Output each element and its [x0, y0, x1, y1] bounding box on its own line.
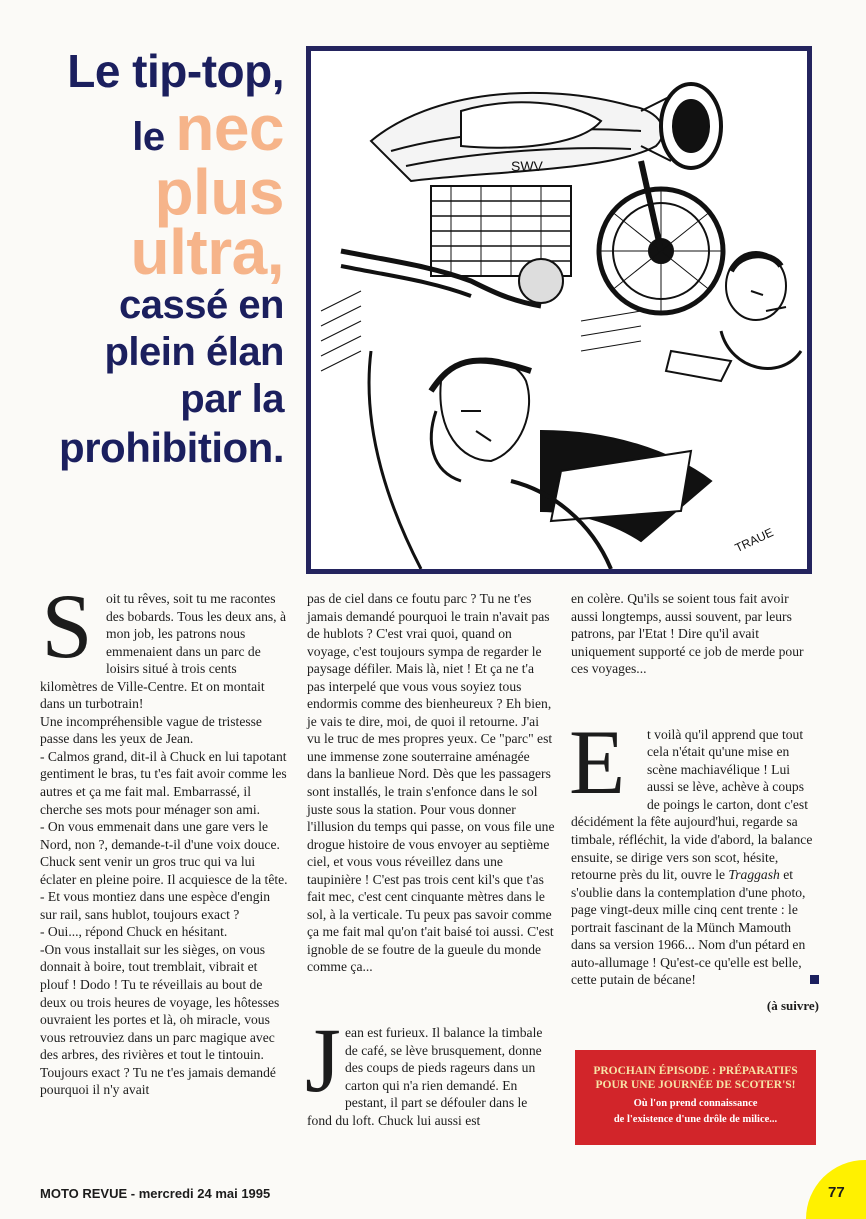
headline-word-nec: nec [175, 92, 284, 164]
headline-line-4: ultra, [130, 216, 284, 288]
page-number-badge [806, 1160, 866, 1219]
article-column-3 [571, 590, 819, 1014]
article-column-1 [40, 575, 288, 1099]
paragraph-text: t voilà qu'il apprend que tout cela n'était qu'une mise en scène machiavélique ! Lui aussi se lève, achève à coups de poings le carton, dont c'est décidément la fête aujourd'hui, regarde sa timbale, réfléchit, la vide d'abord, la balance ensuite, se dirige vers son scot, hésite, retourne près du lit, ouvre le [571, 726, 813, 883]
teaser-line-4: de l'existence d'une drôle de milice... [613, 1114, 778, 1125]
headline-line-3: plus [154, 156, 284, 228]
paragraph: Chuck sent venir un gros truc qui va lui éclater en pleine poire. Il acquiesce de la tête. [40, 854, 288, 887]
to-be-continued: (à suivre) [766, 997, 819, 1013]
comic-illustration [306, 46, 812, 574]
paragraph: Une incompréhensible vague de tristesse passe dans les yeux de Jean. [40, 713, 262, 747]
paragraph: - Oui..., répond Chuck en hésitant. [40, 924, 228, 940]
drop-cap: S [41, 575, 93, 677]
paragraph: -On vous installait sur les sièges, on vous donnait à boire, tout tremblait, vibrait et plouf ! Dodo ! Tu te réveillais au bout de deux ou trois heures de voyage, les hôtesses ouvraient les portes et là, oh miracle, vous vous retrouviez dans un parc magique avec des arbres, des rivières et tout le tintouin. Toujours exact ? Tu ne t'es jamais demandé pourquoi il n'y avait [40, 941, 280, 1098]
headline-line-1: Le tip-top, [67, 45, 284, 97]
motorcycle-drawing [311, 51, 807, 569]
tank-lettering: SWV [511, 158, 543, 174]
footer-publication: MOTO REVUE - mercredi 24 mai 1995 [40, 1186, 271, 1201]
paragraph: - On vous emmenait dans une gare vers le Nord, non ?, demande-t-il d'une voix douce. [40, 819, 280, 852]
paragraph-text: et s'oublie dans la contemplation d'une photo, page vingt-deux mille cinq cent trente : le portrait fascinant de la Münch Mamouth dans sa version 1966... Nom d'un pétard en auto-allumage ! Qu'est-ce qu'elle est belle, cette putain de bécane! [571, 867, 806, 988]
artist-signature: TRAUE [732, 525, 776, 556]
paragraph [569, 710, 819, 989]
section-break [307, 976, 555, 1024]
article-column-2 [307, 590, 555, 1129]
next-episode-box [575, 1050, 816, 1145]
paragraph [305, 1009, 555, 1129]
paragraph [40, 575, 288, 713]
magazine-title: Traggash [728, 867, 780, 883]
headline-line-5: cassé en [118, 283, 284, 327]
headline [18, 44, 284, 473]
teaser-line-2: POUR UNE JOURNÉE DE SCOTER'S! [595, 1079, 796, 1091]
headline-word-le: le [132, 115, 165, 159]
paragraph: en colère. Qu'ils se soient tous fait avoir aussi longtemps, aussi souvent, par leurs patrons, par l'Etat ! Dire qu'il avait uniquement supporté ce job de merde pour ces voyages... [571, 591, 804, 677]
page-number: 77 [828, 1184, 845, 1201]
paragraph: pas de ciel dans ce foutu parc ? Tu ne t'es jamais demandé pourquoi le train n'avait pas de hublots ? C'est vrai quoi, quand on voyage, c'est toujours sympa de regarder le paysage défiler. Mais là, niet ! Et ça ne t'a pas interpelé que vous vous soyiez tous endormis comme des bienheureux ? Eh bien, je vais te dire, moi, de quoi il retourne. J'ai vu le truc de mes propres yeux. Ce "parc" est une immense zone souterraine aménagée dans la banlieue Nord. Dès que les passagers sont installés, le train s'enfonce dans le sol juste sous la station. Pour vous donner l'illusion du temps qui passe, on vous file une drogue histoire de vous envoyer au septième ciel, et vous vous réveillez dans une taupinière ! C'est pas trois cent kil's que t'as fait mec, c'est cent cinquante mètres dans le sol, à la verticale. Tu peux pas savoir comme ça me fait mal qu'on t'ait baisé toi aussi. C'est ignoble de se foutre de la gueule du monde comme ça... [307, 591, 555, 975]
headline-line-7: par la [180, 377, 284, 421]
teaser-line-1: PROCHAIN ÉPISODE : PRÉPARATIFS [593, 1065, 798, 1077]
headline-line-2 [18, 92, 284, 164]
drop-cap: E [569, 710, 626, 813]
end-of-article-square-icon [810, 975, 819, 984]
paragraph-text: ean est furieux. Il balance la timbale de café, se lève brusquement, donne des coups de pieds rageurs dans un carton qui n'a rien demandé. En pestant, il part se défouler dans le fond du loft. Chuck lui aussi est [307, 1025, 543, 1128]
paragraph: - Calmos grand, dit-il à Chuck en lui tapotant gentiment le bras, tu t'es fait avoir comme les autres et ça me fait mal. Embarrassé, il cherche ses mots pour ménager son ami. [40, 748, 287, 817]
paragraph-text: oit tu rêves, soit tu me racontes des bobards. Tous les deux ans, à mon job, les patrons nous emmenaient dans un parc de loisirs situé à trois cents kilomètres de Ville-Centre. Et on montait dans un turbotrain! [40, 591, 287, 712]
drop-cap: J [305, 1009, 341, 1112]
teaser-line-3: Où l'on prend connaissance [633, 1098, 758, 1109]
headline-line-8: prohibition. [59, 424, 284, 471]
paragraph: - Et vous montiez dans une espèce d'engin sur rail, sans hublot, toujours exact ? [40, 889, 271, 922]
headline-line-6: plein élan [104, 330, 284, 374]
